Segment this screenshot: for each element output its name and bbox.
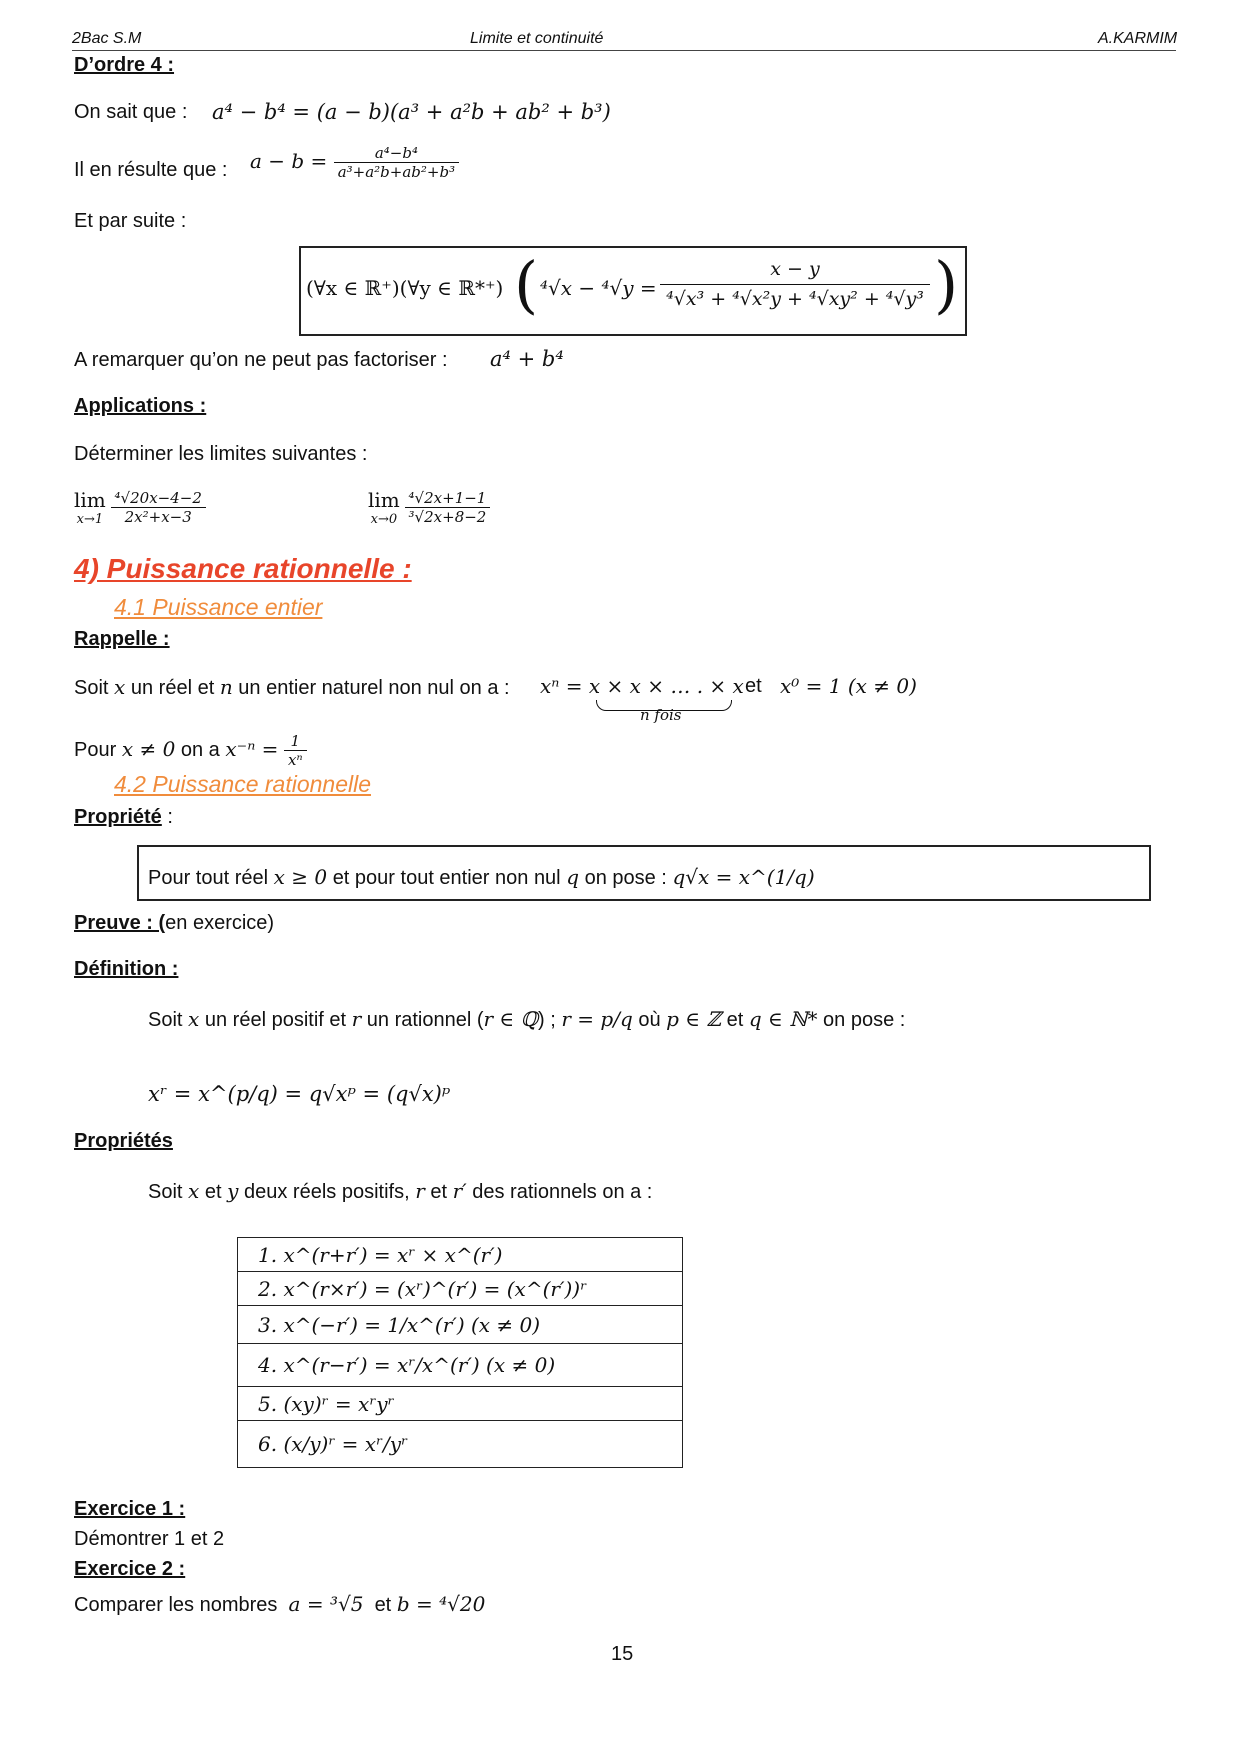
definition-line: [148, 1007, 905, 1032]
order4-line2-num: a⁴−b⁴: [374, 144, 418, 162]
def-c: un rationnel (: [366, 1009, 484, 1031]
definition-eq: xʳ = x^(p/q) = q√xᵖ = (q√x)ᵖ: [148, 1082, 451, 1106]
limit-1-num: ⁴√20x−4−2: [114, 489, 202, 507]
proprietes-title: Propriétés: [74, 1130, 173, 1152]
order4-box-lhs: ⁴√x − ⁴√y =: [540, 276, 657, 300]
limit-2-den: ³√2x+8−2: [405, 507, 491, 526]
order4-box-num: x − y: [770, 258, 820, 280]
ex2-et: et: [374, 1594, 392, 1616]
def-d: ) ;: [538, 1009, 556, 1031]
rappel-line1: [74, 675, 510, 700]
r2-lhs: x⁻ⁿ =: [225, 736, 279, 761]
props-c: deux réels positifs,: [244, 1181, 410, 1203]
header-rule: [72, 50, 1176, 51]
r1-x: x: [114, 675, 126, 699]
section4-sub2: 4.2 Puissance rationnelle: [114, 771, 371, 797]
def-r: r: [351, 1007, 362, 1031]
order4-remark-label: A remarquer qu’on ne peut pas factoriser :: [74, 349, 448, 371]
preuve-text: en exercice): [165, 912, 275, 934]
propriete-title: Propriété: [74, 806, 162, 828]
rappel-brace-label: n fois: [640, 706, 682, 724]
table-row: [238, 1238, 683, 1272]
definition-title: Définition :: [74, 958, 179, 980]
header-center: Limite et continuité: [470, 30, 604, 47]
exercise2-line: [74, 1592, 485, 1617]
rappel-x0: x⁰ = 1 (x ≠ 0): [780, 674, 917, 698]
def-g: on pose :: [823, 1009, 906, 1031]
order4-title: D’ordre 4 :: [74, 54, 175, 76]
box-text-b: et pour tout entier non nul: [332, 867, 561, 889]
ex2-a: a = ³√5: [288, 1592, 364, 1616]
prop-row-4: 4. x^(r−r′) = xʳ/x^(r′) (x ≠ 0): [238, 1344, 683, 1387]
def-e: où: [638, 1009, 661, 1031]
box-q: q: [566, 865, 580, 889]
limit-2: [368, 488, 490, 527]
props-r2: r′: [452, 1179, 467, 1203]
limit-1-sub: x→1: [76, 512, 104, 527]
applications-title: Applications :: [74, 395, 207, 417]
order4-line2-eq: [250, 144, 459, 181]
order4-box-den: ⁴√x³ + ⁴√x²y + ⁴√xy² + ⁴√y³: [660, 284, 930, 310]
table-row: [238, 1306, 683, 1344]
limit-1-den: 2x²+x−3: [111, 507, 206, 526]
box-text-c: on pose :: [584, 867, 667, 889]
section4-title: 4) Puissance rationnelle :: [74, 553, 412, 584]
box-eq: q√x = x^(1/q): [672, 865, 815, 889]
def-pz: p ∈ ℤ: [666, 1007, 722, 1031]
prop-row-2: 2. x^(r×r′) = (xʳ)^(r′) = (x^(r′))ʳ: [238, 1272, 683, 1306]
def-f: et: [726, 1009, 744, 1031]
limit-1: [74, 488, 206, 527]
props-y: y: [227, 1179, 239, 1203]
order4-line3-label: Et par suite :: [74, 210, 187, 232]
props-d: et: [430, 1181, 448, 1203]
order4-box-lparen: (: [514, 248, 539, 321]
ex2-b: b = ⁴√20: [396, 1592, 486, 1616]
r1-b: un réel et: [130, 677, 215, 699]
table-row: [238, 1272, 683, 1306]
applications-text: Déterminer les limites suivantes :: [74, 443, 368, 465]
rappelle-title: Rappelle :: [74, 628, 170, 650]
table-row: [238, 1344, 683, 1387]
def-req: r = p/q: [561, 1007, 633, 1031]
rappel-eq: xⁿ = x × x × … . × x: [540, 674, 744, 698]
def-rq: r ∈ ℚ: [483, 1007, 539, 1031]
prop-row-3: 3. x^(−r′) = 1/x^(r′) (x ≠ 0): [238, 1306, 683, 1344]
order4-box-frac: [660, 258, 930, 310]
table-row: [238, 1421, 683, 1468]
props-a: Soit: [148, 1181, 183, 1203]
header-left: 2Bac S.M: [72, 30, 142, 47]
def-a: Soit: [148, 1009, 183, 1031]
r2-a: Pour: [74, 738, 117, 761]
props-x: x: [188, 1179, 200, 1203]
order4-remark-math: a⁴ + b⁴: [490, 347, 564, 371]
r1-a: Soit: [74, 677, 109, 699]
order4-line2-label: Il en résulte que :: [74, 159, 228, 181]
def-b: un réel positif et: [204, 1009, 347, 1031]
limit-2-sub: x→0: [370, 512, 398, 527]
table-row: [238, 1387, 683, 1421]
order4-line1-label: On sait que :: [74, 101, 188, 123]
prop-row-6: 6. (x/y)ʳ = xʳ/yʳ: [238, 1421, 683, 1468]
r1-n: n: [219, 675, 233, 699]
rappel-et: et: [745, 675, 762, 697]
properties-table: [237, 1237, 683, 1468]
propriete-line: [74, 806, 173, 829]
proprietes-line: [148, 1179, 652, 1204]
r2-b: on a: [180, 738, 220, 761]
def-qn: q ∈ ℕ*: [748, 1007, 818, 1031]
limit-2-num: ⁴√2x+1−1: [408, 489, 487, 507]
rappel-line2: [74, 732, 307, 769]
page-number: 15: [611, 1643, 634, 1665]
ex2-text: Comparer les nombres: [74, 1594, 278, 1616]
limit-1-op: lim: [74, 488, 106, 512]
limit-2-op: lim: [368, 488, 400, 512]
preuve-label: Preuve : (: [74, 912, 166, 934]
header-right: A.KARMIM: [1098, 30, 1178, 47]
order4-line1-math: a⁴ − b⁴ = (a − b)(a³ + a²b + ab² + b³): [212, 100, 611, 124]
def-x: x: [188, 1007, 200, 1031]
propriete-box-text: [148, 865, 815, 890]
order4-line2-den: a³+a²b+ab²+b³: [334, 162, 459, 181]
order4-box-quant: (∀x ∈ ℝ⁺)(∀y ∈ ℝ*⁺): [306, 276, 504, 300]
order4-box-rparen: ): [934, 248, 959, 321]
r2-cond: x ≠ 0: [121, 736, 176, 761]
preuve-line: [74, 912, 274, 935]
order4-line2-lhs: a − b =: [250, 149, 328, 173]
prop-row-1: 1. x^(r+r′) = xʳ × x^(r′): [238, 1238, 683, 1272]
box-cond: x ≥ 0: [273, 865, 328, 889]
exercise1-title: Exercice 1 :: [74, 1498, 186, 1520]
exercise2-title: Exercice 2 :: [74, 1558, 186, 1580]
prop-row-5: 5. (xy)ʳ = xʳyʳ: [238, 1387, 683, 1421]
r2-num: 1: [290, 732, 301, 750]
props-b: et: [204, 1181, 222, 1203]
propriete-colon: :: [167, 806, 173, 828]
r1-c: un entier naturel non nul on a :: [238, 677, 510, 699]
box-text-a: Pour tout réel: [148, 867, 269, 889]
props-e: des rationnels on a :: [472, 1181, 653, 1203]
exercise1-text: Démontrer 1 et 2: [74, 1528, 225, 1550]
props-r: r: [415, 1179, 425, 1203]
section4-sub1: 4.1 Puissance entier: [114, 594, 323, 620]
r2-den: xⁿ: [284, 750, 307, 769]
